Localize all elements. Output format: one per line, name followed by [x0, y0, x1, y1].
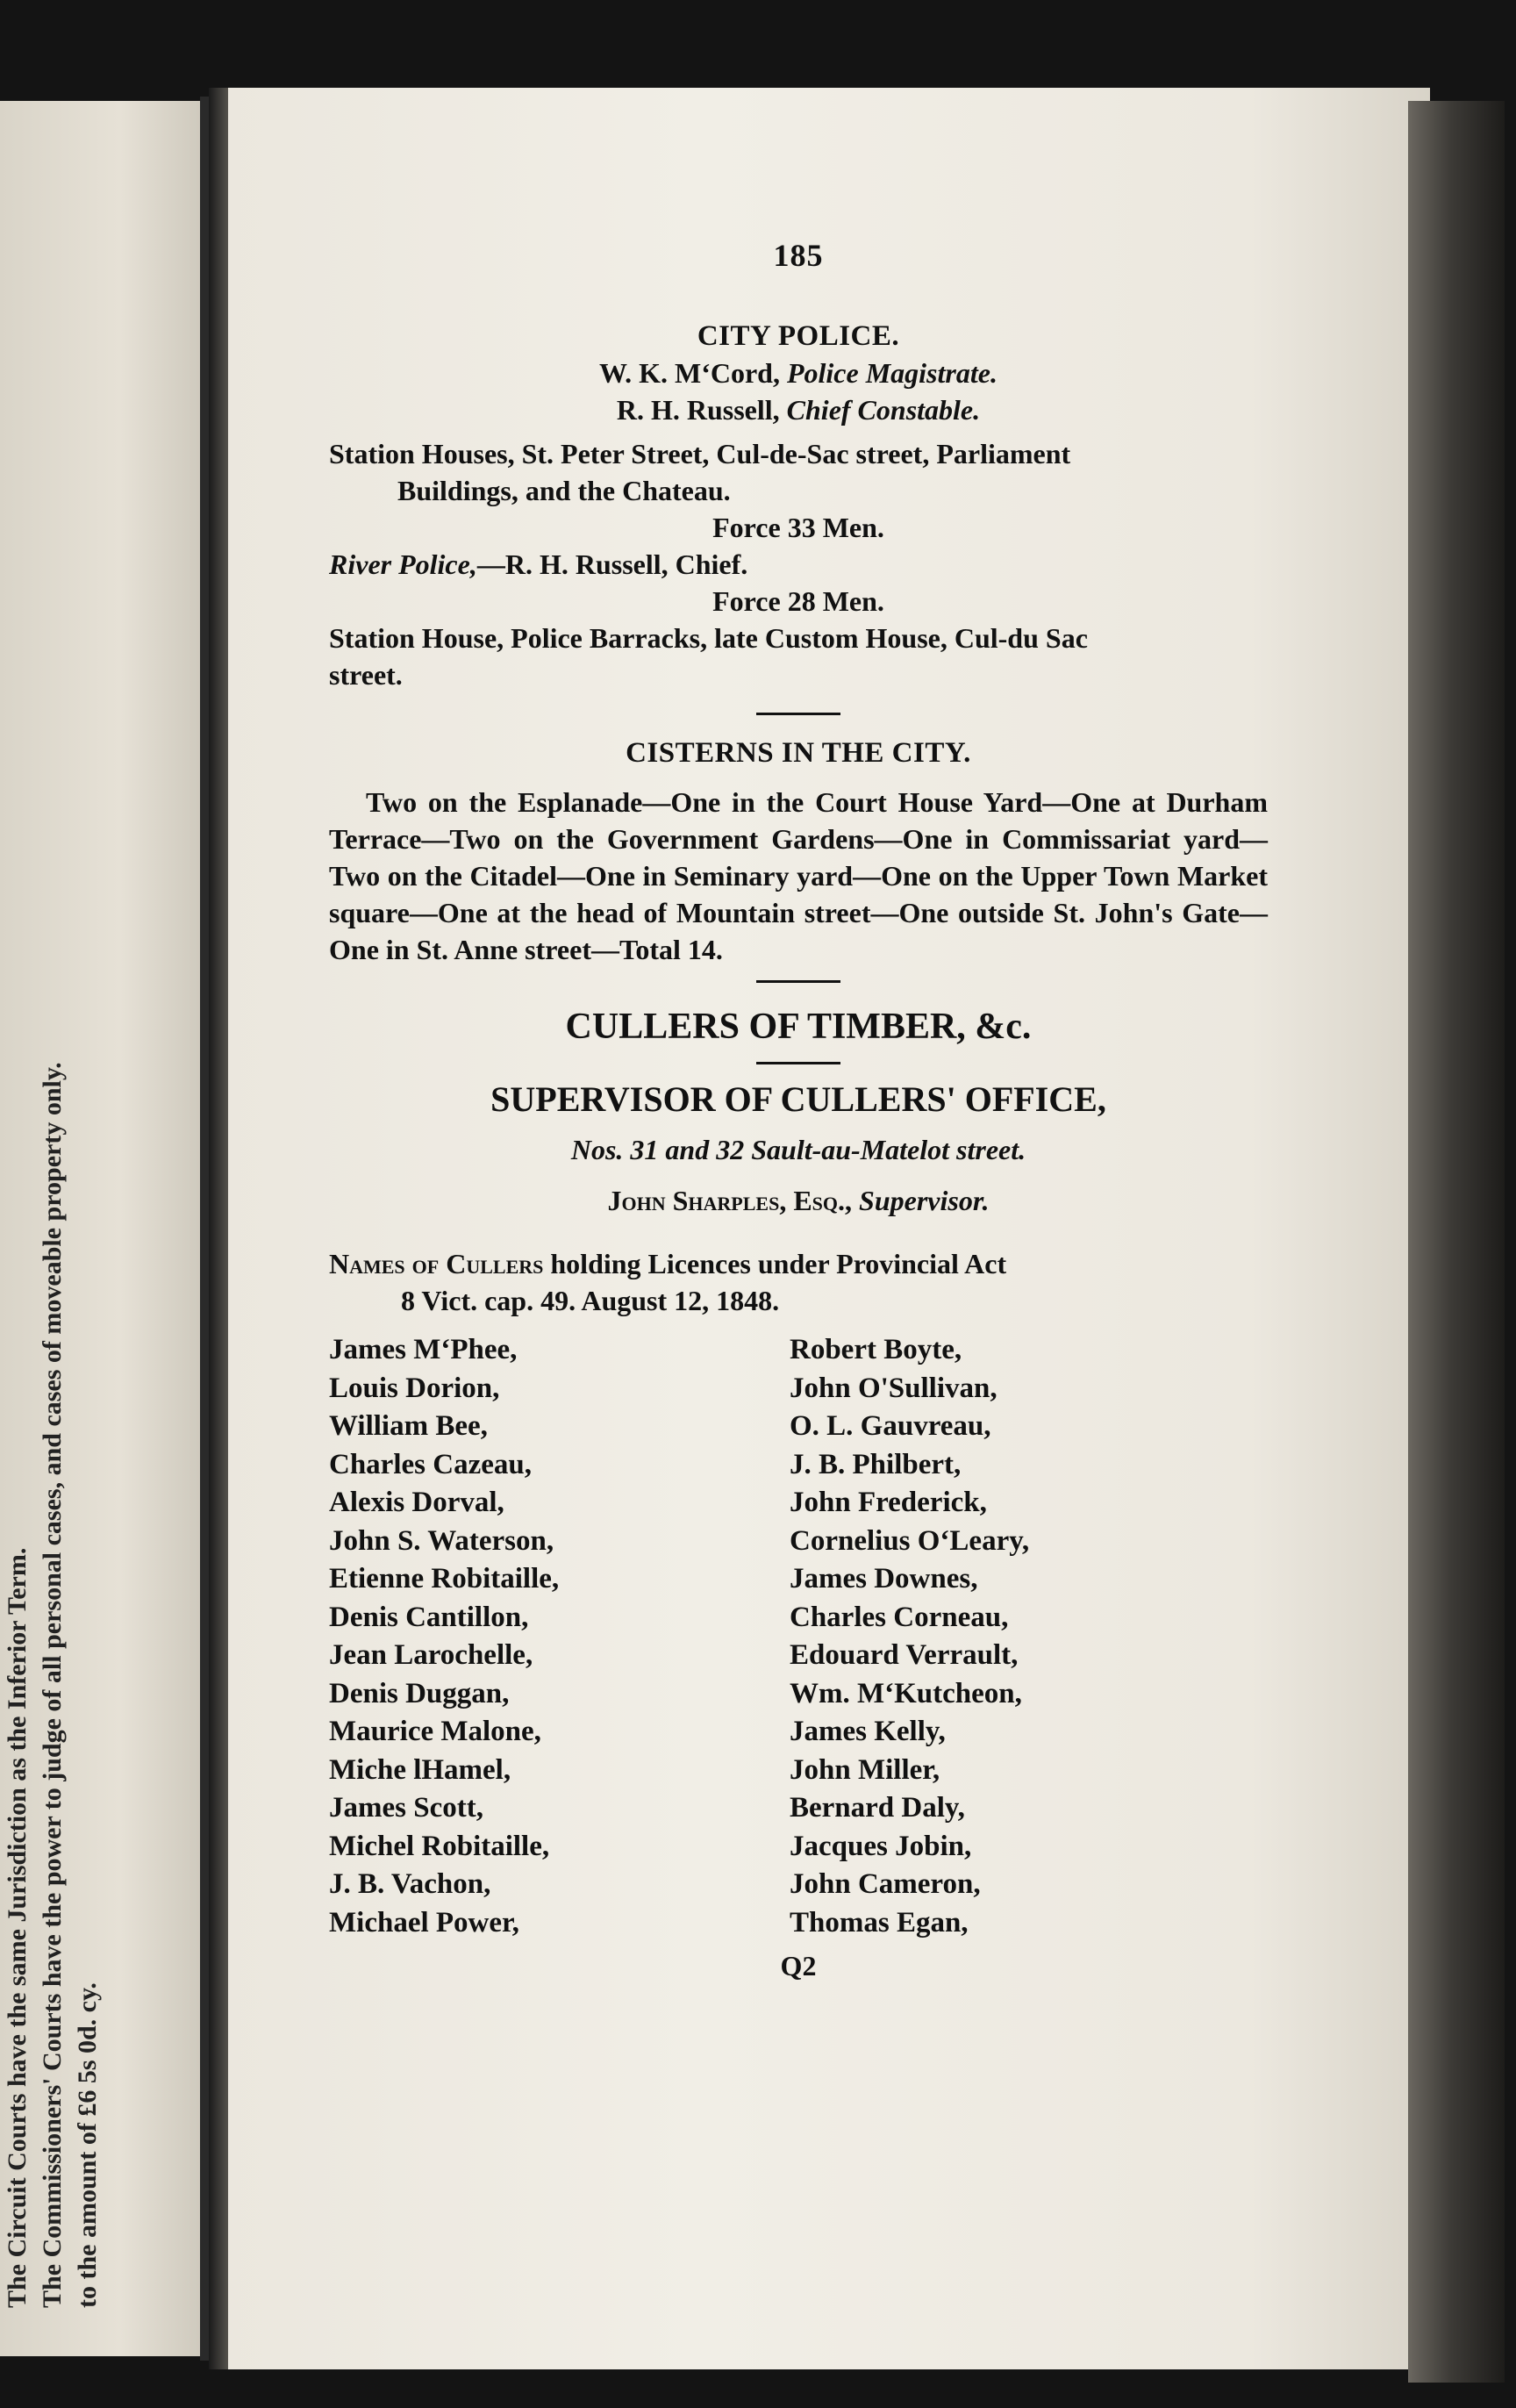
- list-item: Jean Larochelle,: [329, 1639, 533, 1671]
- force-28: Force 28 Men.: [712, 585, 884, 617]
- side-note-line-1: The Circuit Courts have the same Jurisdiction as the Inferior Term.: [3, 1547, 32, 2308]
- list-item: James Kelly,: [790, 1716, 946, 1747]
- supervisor-line: [329, 1182, 1268, 1219]
- side-note-line-3: to the amount of £6 5s 0d. cy.: [73, 1982, 102, 2308]
- list-item: Jacques Jobin,: [790, 1830, 972, 1862]
- constable-title: Chief Constable.: [786, 394, 981, 426]
- list-item: Denis Cantillon,: [329, 1601, 529, 1633]
- station-houses-line-2: Buildings, and the Chateau.: [397, 475, 731, 506]
- station-houses-line-1: Station Houses, St. Peter Street, Cul-de-Sac street, Parliament: [329, 438, 1071, 469]
- station-house-line-1: Station House, Police Barracks, late Custom House, Cul-du Sac: [329, 622, 1088, 654]
- list-item: Edouard Verrault,: [790, 1639, 1019, 1671]
- list-item: Cornelius O‘Leary,: [790, 1524, 1030, 1557]
- list-item: Robert Boyte,: [790, 1334, 962, 1365]
- station-houses-paragraph: [329, 435, 1268, 509]
- magistrate-title: Police Magistrate.: [786, 357, 998, 389]
- supervisor-title: Supervisor.: [859, 1185, 990, 1216]
- city-police-heading: CITY POLICE.: [697, 320, 900, 352]
- list-item: John S. Waterson,: [329, 1524, 554, 1557]
- office-address: [329, 1131, 1268, 1168]
- list-item: Etienne Robitaille,: [329, 1563, 560, 1595]
- list-item: John O'Sullivan,: [790, 1372, 998, 1404]
- page-content: [329, 237, 1268, 1984]
- section-divider: [756, 1062, 840, 1064]
- list-item: Miche lHamel,: [329, 1753, 511, 1786]
- list-item: James M‘Phee,: [329, 1334, 518, 1365]
- magistrate-name: W. K. M‘Cord,: [599, 357, 787, 389]
- list-item: Michel Robitaille,: [329, 1830, 550, 1862]
- names-intro: [329, 1245, 1268, 1319]
- list-item: James Scott,: [329, 1792, 483, 1824]
- police-magistrate-line: [329, 355, 1268, 391]
- list-item: John Miller,: [790, 1753, 940, 1786]
- cullers-left-column: [329, 1331, 790, 1942]
- list-item: Alexis Dorval,: [329, 1487, 504, 1518]
- section-divider: [756, 713, 840, 715]
- office-address-text: Nos. 31 and 32 Sault-au-Matelot street.: [570, 1134, 1026, 1165]
- cullers-right-column: [790, 1331, 1246, 1942]
- list-item: Bernard Daly,: [790, 1792, 965, 1824]
- page-binding-shadow: [209, 88, 228, 2369]
- list-item: Thomas Egan,: [790, 1906, 969, 1939]
- station-house-paragraph: [329, 620, 1268, 693]
- cullers-names-list: [329, 1331, 1268, 1942]
- list-item: William Bee,: [329, 1410, 488, 1442]
- section-divider: [756, 980, 840, 983]
- list-item: Louis Dorion,: [329, 1372, 500, 1404]
- river-police-line: [329, 546, 1268, 583]
- list-item: J. B. Philbert,: [790, 1448, 962, 1480]
- signature-mark: Q2: [780, 1950, 817, 1982]
- list-item: O. L. Gauvreau,: [790, 1410, 991, 1442]
- side-note-line-2: The Commissioners' Courts have the power to judge of all personal cases, and cases of moveable property only.: [38, 1062, 67, 2308]
- list-item: John Cameron,: [790, 1868, 981, 1900]
- names-intro-smallcaps: Names of Cullers: [329, 1248, 544, 1279]
- list-item: Denis Duggan,: [329, 1677, 510, 1709]
- list-item: Charles Cazeau,: [329, 1448, 532, 1480]
- names-intro-line-2: 8 Vict. cap. 49. August 12, 1848.: [401, 1285, 780, 1316]
- list-item: Michael Power,: [329, 1906, 519, 1939]
- river-police-chief: —R. H. Russell, Chief.: [476, 548, 748, 580]
- cisterns-paragraph: Two on the Esplanade—One in the Court House Yard—One at Durham Terrace—Two on the Government Gardens—One in Commissariat yard—Two on the Citadel—One in Seminary yard—One on the Upper Town Market square—One at the head of Mountain street—One outside St. John's Gate—One in St. Anne street—Total 14.: [329, 786, 1268, 965]
- names-intro-rest: holding Licences under Provincial Act: [543, 1248, 1007, 1279]
- page-number: 185: [773, 238, 824, 273]
- rotated-side-notes: [0, 246, 184, 2308]
- river-police-label: River Police,: [329, 548, 477, 580]
- page-edge-shadow: [1408, 101, 1505, 2383]
- supervisor-office-heading: SUPERVISOR OF CULLERS' OFFICE,: [490, 1079, 1106, 1119]
- supervisor-name: John Sharples, Esq.,: [607, 1185, 860, 1216]
- force-33: Force 33 Men.: [712, 512, 884, 543]
- chief-constable-line: [329, 391, 1268, 428]
- cullers-heading: CULLERS OF TIMBER, &c.: [565, 1007, 1032, 1047]
- list-item: John Frederick,: [790, 1487, 987, 1518]
- list-item: Wm. M‘Kutcheon,: [790, 1677, 1022, 1709]
- cisterns-heading: CISTERNS IN THE CITY.: [626, 737, 971, 769]
- list-item: Charles Corneau,: [790, 1601, 1009, 1633]
- station-house-line-2: street.: [329, 659, 403, 691]
- list-item: James Downes,: [790, 1563, 978, 1595]
- constable-name: R. H. Russell,: [616, 394, 787, 426]
- list-item: J. B. Vachon,: [329, 1868, 491, 1900]
- list-item: Maurice Malone,: [329, 1716, 541, 1747]
